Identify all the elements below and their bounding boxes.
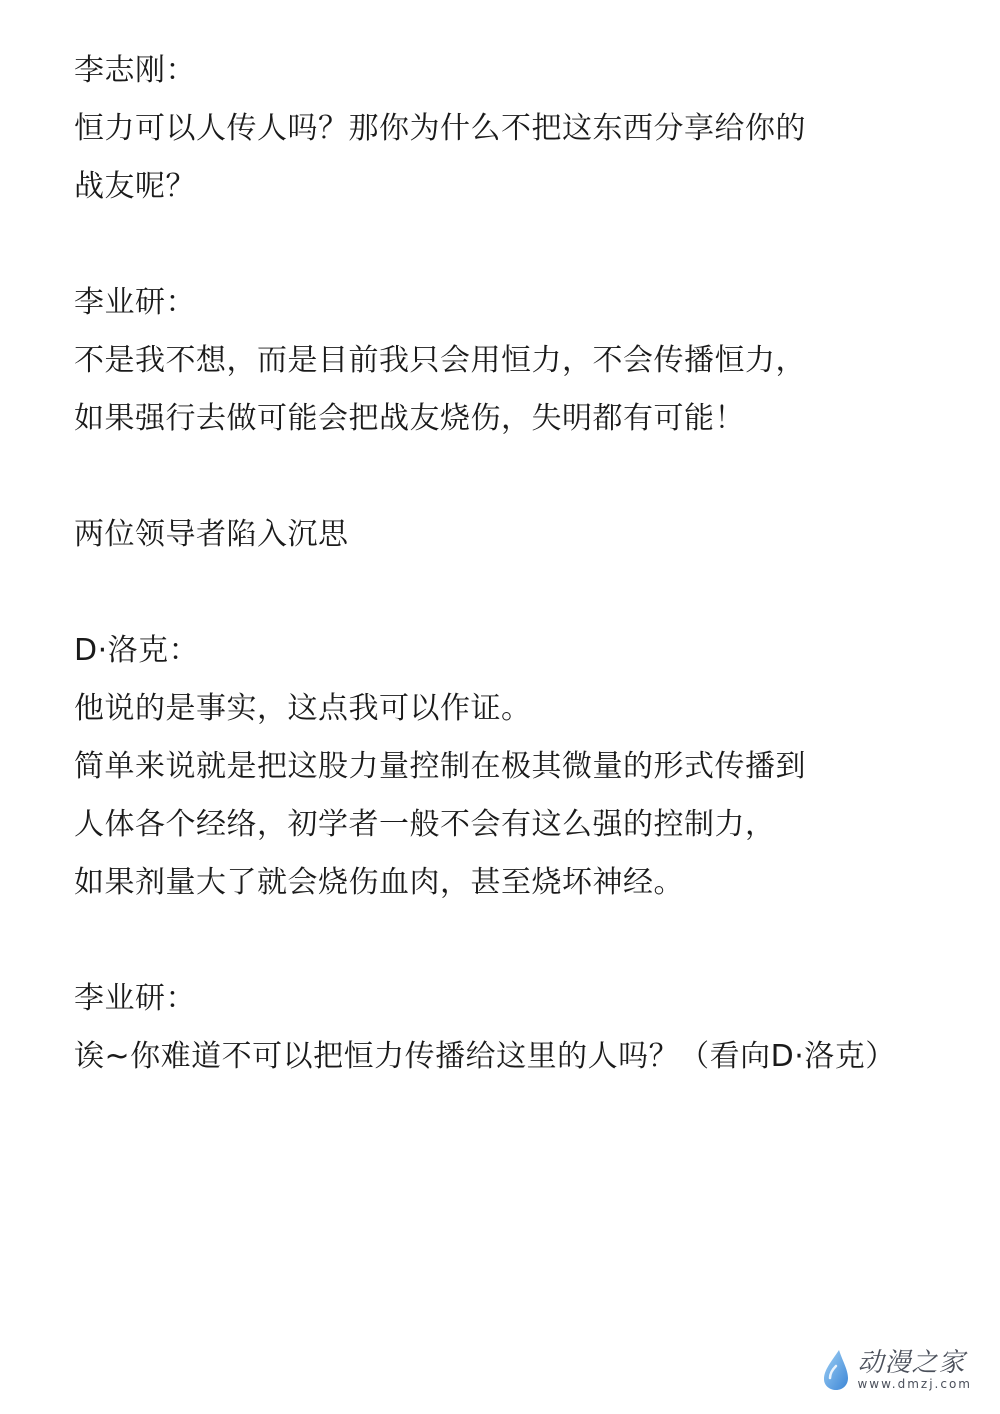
dialogue-line: 恒力可以人传人吗？那你为什么不把这东西分享给你的 (74, 111, 806, 146)
water-drop-logo-icon (821, 1348, 851, 1392)
dialogue-line: 人体各个经络，初学者一般不会有这么强的控制力， (74, 807, 776, 842)
narration-line: 两位领导者陷入沉思 (74, 517, 349, 552)
speaker-label: 李业研： (74, 981, 196, 1016)
paragraph-gap (74, 564, 974, 622)
dialogue-line: 如果强行去做可能会把战友烧伤，失明都有可能！ (74, 401, 745, 436)
paragraph-gap (74, 216, 974, 274)
paragraph-gap (74, 448, 974, 506)
document-body (74, 42, 974, 1086)
dialogue-line: 他说的是事实，这点我可以作证。 (74, 691, 532, 726)
dialogue-line: 简单来说就是把这股力量控制在极其微量的形式传播到 (74, 749, 806, 784)
watermark-text (857, 1349, 972, 1391)
speaker-label: 李业研： (74, 285, 196, 320)
dialogue-line: 不是我不想，而是目前我只会用恒力，不会传播恒力， (74, 343, 806, 378)
speaker-label: D·洛克： (74, 633, 200, 668)
dialogue-line: 诶~你难道不可以把恒力传播给这里的人吗？（看向D·洛克） (74, 1039, 896, 1074)
watermark-url: www.dmzj.com (857, 1377, 972, 1391)
dialogue-line: 如果剂量大了就会烧伤血肉，甚至烧坏神经。 (74, 865, 684, 900)
watermark-title: 动漫之家 (857, 1348, 966, 1378)
site-watermark (821, 1348, 972, 1392)
dialogue-line: 战友呢？ (74, 169, 196, 204)
paragraph-gap (74, 912, 974, 970)
speaker-label: 李志刚： (74, 53, 196, 88)
